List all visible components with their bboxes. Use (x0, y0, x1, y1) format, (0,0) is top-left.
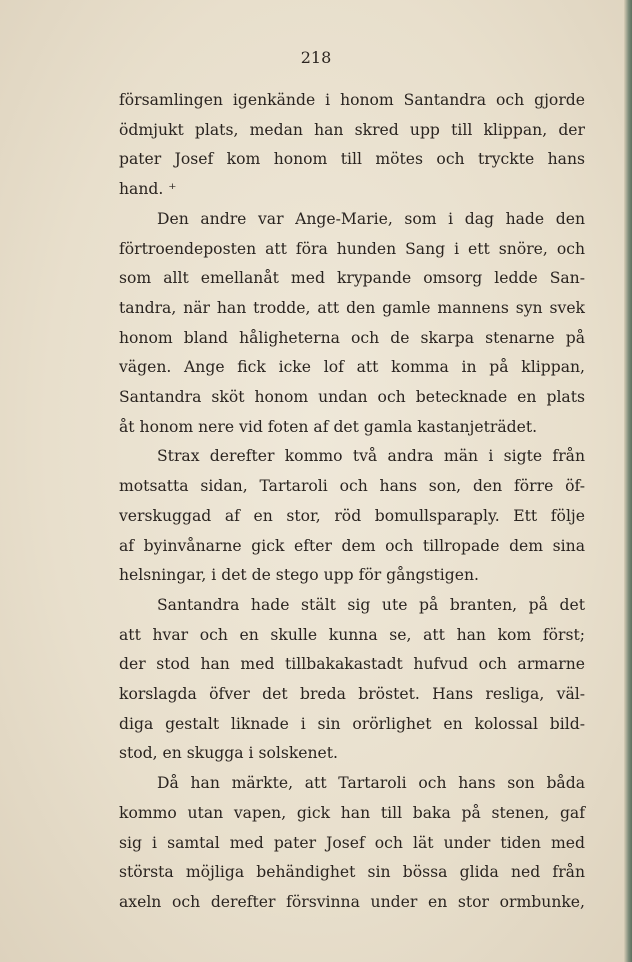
text-line: korslagda öfver det breda bröstet. Hans resliga, väl- (119, 685, 585, 704)
text-line: förtroendeposten att föra hunden Sang i ett snöre, och (119, 239, 585, 258)
text-line: största möjliga behändighet sin bössa glida ned från (119, 863, 585, 882)
text-line: der stod han med tillbakakastadt hufvud och armarne (119, 655, 585, 674)
text-line: Den andre var Ange-Marie, som i dag hade den (157, 209, 585, 228)
text-line: motsatta sidan, Tartaroli och hans son, den förre öf- (119, 477, 585, 496)
text-line: stod, en skugga i solskenet. (119, 744, 338, 763)
paragraph (119, 205, 585, 443)
text-line: vägen. Ange fick icke lof att komma in på klippan, (119, 358, 585, 377)
text-line: hand. ⁺ (119, 180, 177, 199)
text-line: verskuggad af en stor, röd bomullsparaply. Ett följe (119, 506, 585, 525)
page-number: 218 (300, 48, 332, 67)
paragraph (119, 86, 585, 205)
text-line: helsningar, i det de stego upp för gångstigen. (119, 566, 479, 585)
text-line: att hvar och en skulle kunna se, att han kom först; (119, 625, 585, 644)
text-line: Då han märkte, att Tartaroli och hans son båda (157, 774, 585, 793)
text-line: som allt emellanåt med krypande omsorg ledde San- (119, 269, 585, 288)
text-line: Santandra hade stält sig ute på branten, på det (157, 595, 585, 614)
text-line: honom bland håligheterna och de skarpa stenarne på (119, 328, 585, 347)
text-line: församlingen igenkände i honom Santandra och gjorde (119, 91, 585, 109)
paragraph (119, 769, 585, 918)
text-line: af byinvånarne gick efter dem och tillropade dem sina (119, 536, 585, 555)
text-line: åt honom nere vid foten af det gamla kastanjeträdet. (119, 417, 538, 436)
paragraph (119, 442, 585, 591)
text-line: pater Josef kom honom till mötes och tryckte hans (119, 150, 585, 169)
paragraph (119, 591, 585, 769)
text-line: tandra, när han trodde, att den gamle mannens syn svek (119, 298, 585, 317)
text-line: axeln och derefter försvinna under en stor ormbunke, (119, 892, 585, 911)
text-line: ödmjukt plats, medan han skred upp till klippan, der (119, 120, 585, 139)
text-line: Strax derefter kommo två andra män i sigte från (157, 447, 585, 466)
text-line: sig i samtal med pater Josef och lät under tiden med (119, 833, 585, 852)
body-text (119, 86, 585, 918)
page-edge (624, 0, 632, 962)
text-line: Santandra sköt honom undan och betecknade en plats (119, 388, 585, 407)
text-line: kommo utan vapen, gick han till baka på stenen, gaf (119, 803, 585, 822)
text-line: diga gestalt liknade i sin orörlighet en kolossal bild- (119, 714, 585, 733)
